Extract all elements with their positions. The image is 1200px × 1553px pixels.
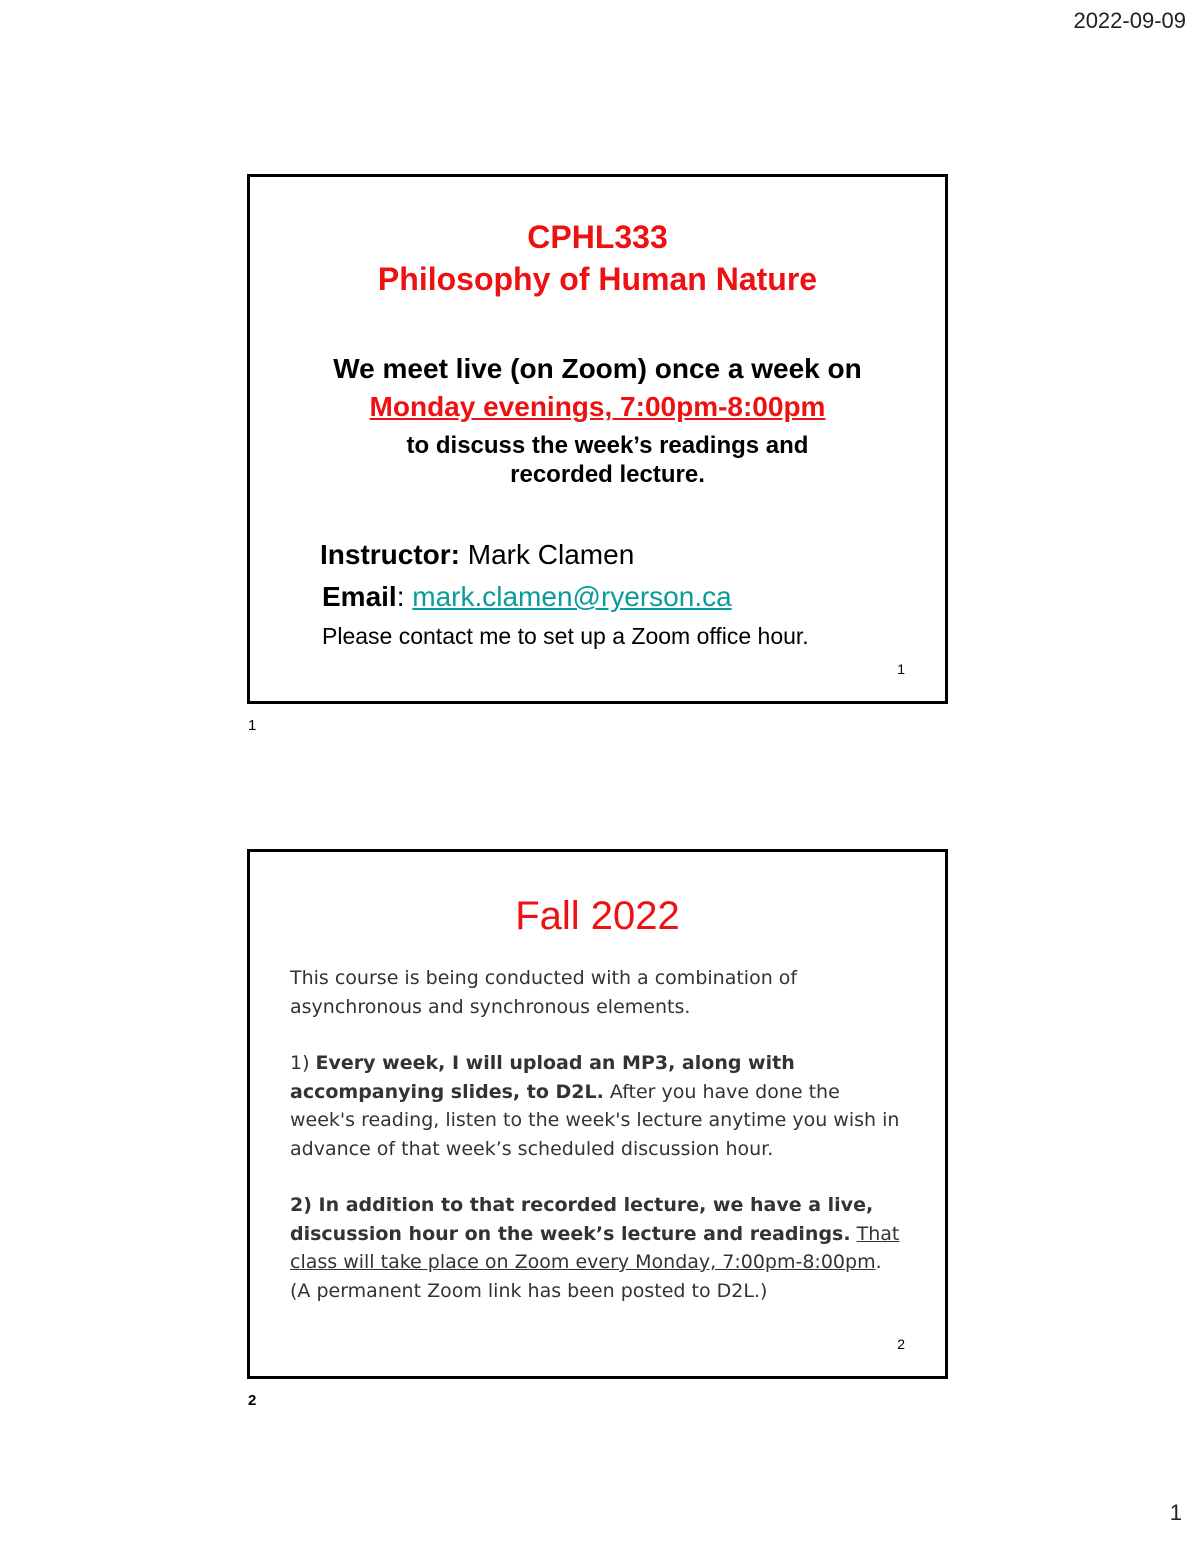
meeting-time: Monday evenings, 7:00pm-8:00pm [369, 391, 826, 422]
slide-number: 2 [897, 1336, 905, 1352]
paragraph-2-text: . (A permanent Zoom link has been posted to D2L.) [290, 1251, 882, 1302]
page-date: 2022-09-09 [1073, 8, 1186, 33]
meeting-description-line-2: recorded lecture. [510, 461, 705, 488]
paragraph-2-underline: That class will take place on Zoom every Monday, 7:00pm-8:00pm [290, 1222, 900, 1273]
paragraph-2 [290, 1191, 907, 1305]
meeting-description [310, 431, 905, 489]
paragraph-1-bold: Every week, I will upload an MP3, along with accompanying slides, to D2L. [290, 1052, 795, 1103]
page-number: 1 [1169, 1500, 1182, 1525]
paragraph-2-bold: 2) In addition to that recorded lecture, we have a live, discussion hour on the week’s lecture and readings. [290, 1194, 874, 1245]
instructor-name: Mark Clamen [460, 539, 635, 570]
course-title: Philosophy of Human Nature [377, 261, 818, 297]
paragraph-1-text: After you have done the week's reading, listen to the week's lecture anytime you wish in advance of that week’s scheduled discussion hour. [290, 1080, 900, 1160]
instructor-label: Instructor: [320, 539, 460, 570]
email-link[interactable]: mark.clamen@ryerson.ca [412, 581, 732, 612]
slide-number: 1 [897, 661, 905, 677]
slide-1 [247, 174, 948, 704]
slide-2 [247, 849, 948, 1379]
course-code: CPHL333 [527, 219, 668, 255]
instructor-line [320, 539, 634, 571]
slide-body [290, 964, 907, 1333]
contact-note: Please contact me to set up a Zoom office hour. [322, 623, 809, 649]
intro-paragraph: This course is being conducted with a combination of asynchronous and synchronous elements. [290, 967, 798, 1018]
paragraph-1-number: 1) [290, 1052, 316, 1074]
slide-label: 1 [248, 717, 257, 734]
paragraph-1 [290, 1049, 907, 1163]
email-label: Email [322, 581, 397, 612]
email-line [322, 581, 732, 613]
meeting-description-line-1: to discuss the week’s readings and [406, 432, 809, 459]
email-separator: : [396, 581, 413, 612]
slide-title: Fall 2022 [515, 894, 680, 938]
slide-label: 2 [248, 1392, 257, 1409]
meeting-line: We meet live (on Zoom) once a week on [333, 353, 862, 384]
